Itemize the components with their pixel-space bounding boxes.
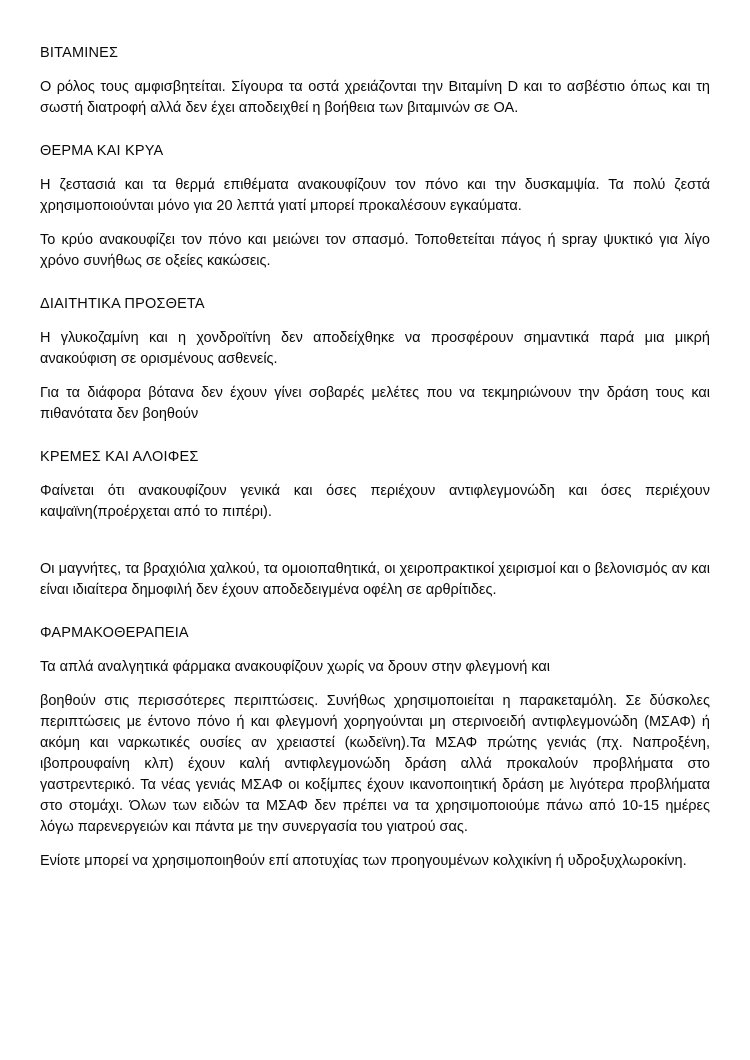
section-heading-hot-and-cold: ΘΕΡΜΑ ΚΑΙ ΚΡΥΑ — [40, 143, 164, 159]
paragraph: Οι μαγνήτες, τα βραχιόλια χαλκού, τα ομοιοπαθητικά, οι χειροπρακτικοί χειρισμοί και ο βελονισμός αν και είναι ιδιαίτερα δημοφιλή δεν έχουν αποδεδειγμένα οφέλη σε αρθρίτιδες. — [40, 561, 710, 598]
paragraph: Η ζεστασιά και τα θερμά επιθέματα ανακουφίζουν τον πόνο και την δυσκαμψία. Τα πολύ ζεστά χρησιμοποιούνται μόνο για 20 λεπτά γιατί μπορεί προκαλέσουν εγκαύματα. — [40, 177, 710, 214]
section-creams-and-ointments — [40, 447, 710, 601]
paragraph: Το κρύο ανακουφίζει τον πόνο και μειώνει τον σπασμό. Τοποθετείται πάγος ή spray ψυκτικό για λίγο χρόνο συνήθως σε οξείες κακώσεις. — [40, 232, 710, 269]
section-heading-dietary-supplements: ΔΙΑΙΤΗΤΙΚΑ ΠΡΟΣΘΕΤΑ — [40, 296, 205, 312]
section-hot-and-cold — [40, 141, 710, 272]
paragraph: Ο ρόλος τους αμφισβητείται. Σίγουρα τα οστά χρειάζονται την Βιταμίνη D και το ασβέστιο όπως και τη σωστή διατροφή αλλά δεν έχει αποδειχθεί η βοήθεια των βιταμινών σε ΟΑ. — [40, 79, 710, 116]
paragraph: Τα απλά αναλγητικά φάρμακα ανακουφίζουν χωρίς να δρουν στην φλεγμονή και — [40, 659, 551, 675]
paragraph: Η γλυκοζαμίνη και η χονδροϊτίνη δεν αποδείχθηκε να προσφέρουν σημαντικά παρά μια μικρή ανακούφιση σε ορισμένους ασθενείς. — [40, 330, 710, 367]
paragraph: Φαίνεται ότι ανακουφίζουν γενικά και όσες περιέχουν αντιφλεγμονώδη και όσες περιέχουν καψαϊνη(προέρχεται από το πιπέρι). — [40, 483, 710, 520]
section-heading-vitamins: ΒΙΤΑΜΙΝΕΣ — [40, 45, 119, 61]
section-pharmacotherapy — [40, 623, 710, 872]
paragraph: Ενίοτε μπορεί να χρησιμοποιηθούν επί αποτυχίας των προηγουμένων κολχικίνη ή υδροξυχλωροκίνη. — [40, 853, 687, 869]
section-heading-creams-and-ointments: ΚΡΕΜΕΣ ΚΑΙ ΑΛΟΙΦΕΣ — [40, 449, 199, 465]
section-dietary-supplements — [40, 294, 710, 425]
paragraph: Για τα διάφορα βότανα δεν έχουν γίνει σοβαρές μελέτες που να τεκμηριώνουν την δράση τους και πιθανότατα δεν βοηθούν — [40, 385, 710, 422]
blank-line — [40, 536, 710, 559]
section-heading-pharmacotherapy: ΦΑΡΜΑΚΟΘΕΡΑΠΕΙΑ — [40, 625, 189, 641]
paragraph: βοηθούν στις περισσότερες περιπτώσεις. Συνήθως χρησιμοποιείται η παρακεταμόλη. Σε δύσκολες περιπτώσεις με έντονο πόνο ή και φλεγμονή χορηγούνται μη στερινοειδή αντιφλεγμονώδη (ΜΣΑΦ) ή ακόμη και ναρκωτικές ουσίες αν χρειαστεί (κωδεϊνη).Τα ΜΣΑΦ πρώτης γενιάς (πχ. Ναπροξένη, ιβοπρουφαίνη κλπ) έχουν καλή αντιφλεγμονώδη δράση αλλά προκαλούν προβλήματα στο γαστρεντερικό. Τα νέας γενιάς ΜΣΑΦ οι κοξίμπες έχουν ικανοποιητική δράση με λιγότερα προβλήματα στο στομάχι. Όλων των ειδών τα ΜΣΑΦ δεν πρέπει να τα χρησιμοποιούμε πάνω από 10-15 ημέρες λόγω παρενεργειών και πάντα με την συνεργασία του γιατρού σας. — [40, 693, 710, 835]
section-vitamins — [40, 43, 710, 119]
